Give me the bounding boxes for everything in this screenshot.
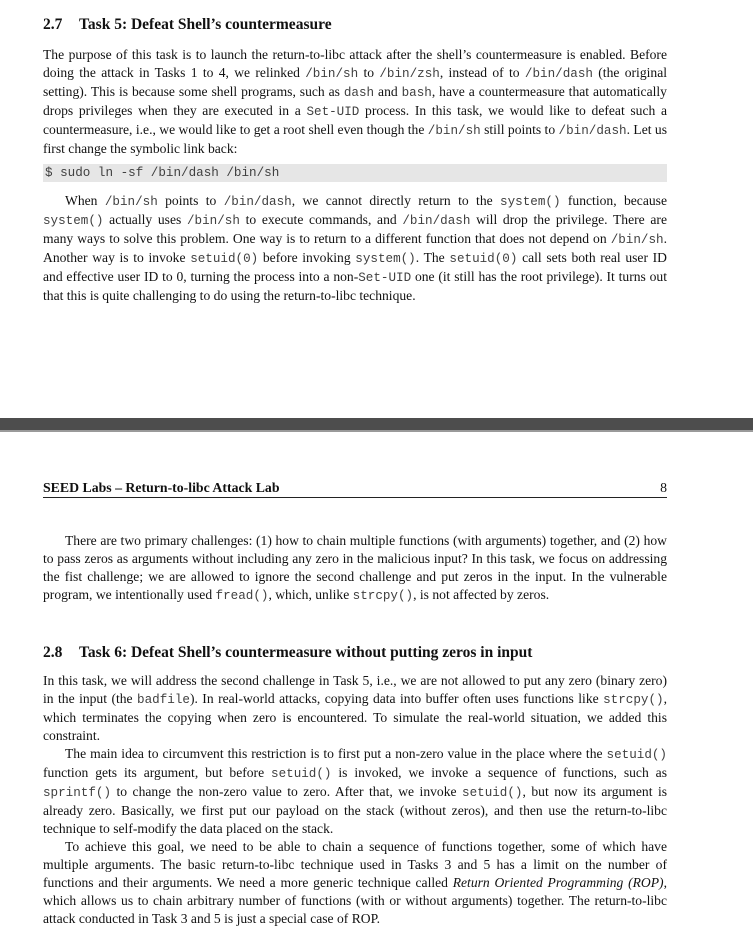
inline-code: setuid()	[462, 786, 523, 800]
section-heading-2-7	[43, 16, 332, 34]
paragraph-task6-body: In this task, we will address the second challenge in Task 5, i.e., we are not allowed to put any zero (binary zero) in the input (the badfile). In real-world attacks, copying data into buffer often uses functions like strcpy(), which terminates the copying when zero is encountered. To simulate the real-world situation, we added this constraint. The main idea to circumvent this restriction is to first put a non-zero value in the place where the setuid() function gets its argument, but before setuid() is invoked, we invoke a sequence of functions, such as sprintf() to change the non-zero value to zero. After that, we invoke setuid(), but now its argument is already zero. Basically, we first put our payload on the stack (without zeros), and then use the return-to-libc technique to self-modify the data placed on the stack. To achieve this goal, we need to be able to chain a sequence of functions together, some of which have multiple arguments. The basic return-to-libc technique used in Tasks 3 and 5 has a limit on the number of functions and their arguments. We need a more generic technique called Return Oriented Programming (ROP), which allows us to chain arbitrary number of functions (with or without arguments) together. The return-to-libc attack conducted in Task 3 and 5 is just a special case of ROP.	[43, 673, 668, 926]
inline-code: bash	[401, 86, 432, 100]
inline-code: /bin/dash	[402, 214, 471, 228]
inline-code: Set-UID	[358, 271, 412, 285]
inline-code: dash	[343, 86, 375, 100]
inline-code: system()	[500, 195, 561, 209]
section-title: Task 6: Defeat Shell’s countermeasure without putting zeros in input	[79, 644, 533, 661]
inline-code: strcpy()	[352, 589, 414, 603]
inline-code: fread()	[215, 589, 269, 603]
emphasis-rop: Return Oriented Programming (ROP)	[452, 875, 664, 890]
inline-code: system()	[43, 214, 104, 228]
inline-code: /bin/dash	[558, 124, 627, 138]
inline-code: /bin/sh	[104, 195, 158, 209]
inline-code: strcpy()	[603, 693, 664, 707]
section-heading-2-8	[43, 644, 532, 662]
inline-code: /bin/sh	[305, 67, 359, 81]
inline-code: /bin/sh	[186, 214, 240, 228]
inline-code: setuid(0)	[449, 252, 518, 266]
inline-code: sprintf()	[43, 786, 112, 800]
inline-code: system()	[355, 252, 416, 266]
inline-code: setuid()	[606, 748, 667, 762]
inline-code: setuid(0)	[190, 252, 259, 266]
section-title: Task 5: Defeat Shell’s countermeasure	[79, 16, 332, 33]
running-header	[43, 480, 667, 498]
paragraph-task5-problem: When /bin/sh points to /bin/dash, we cannot directly return to the system() function, because system() actually uses /bin/sh to execute commands, and /bin/dash will drop the privilege. There are many ways to solve this problem. One way is to return to a different function that does not depend on /bin/sh. Another way is to invoke setuid(0) before invoking system(). The setuid(0) call sets both real user ID and effective user ID to 0, turning the process into a non-Set-UID one (it still has the root privilege). It turns out that this is quite challenging to do using the return-to-libc technique.	[43, 193, 667, 303]
inline-code: /bin/dash	[524, 67, 593, 81]
inline-code: setuid()	[271, 767, 332, 781]
page-number: 8	[660, 480, 667, 495]
inline-code: /bin/dash	[223, 195, 292, 209]
inline-code: Set-UID	[306, 105, 360, 119]
running-header-title: SEED Labs – Return-to-libc Attack Lab	[43, 480, 280, 495]
document-page-top	[0, 0, 753, 418]
paragraph-challenges: There are two primary challenges: (1) how to chain multiple functions (with arguments) together, and (2) how to pass zeros as arguments without including any zero in the malicious input? In this task, we focus on addressing the fist challenge; we are allowed to ignore the second challenge and put zeros in the input. In the vulnerable program, we intentionally used fread(), which, unlike strcpy(), is not affected by zeros.	[43, 533, 667, 603]
inline-code: /bin/sh	[610, 233, 664, 247]
section-number: 2.7	[43, 16, 63, 33]
inline-code: /bin/zsh	[379, 67, 440, 81]
paragraph-task5-intro: The purpose of this task is to launch the return-to-libc attack after the shell’s countermeasure is enabled. Before doing the attack in Tasks 1 to 4, we relinked /bin/sh to /bin/zsh, instead of to /bin/dash (the original setting). This is because some shell programs, such as dash and bash, have a countermeasure that automatically drops privileges when they are executed in a Set-UID process. In this task, we would like to defeat such a countermeasure, i.e., we would like to get a root shell even though the /bin/sh still points to /bin/dash. Let us first change the symbolic link back:	[43, 47, 668, 156]
inline-code: badfile	[137, 693, 190, 707]
inline-code: /bin/sh	[427, 124, 481, 138]
shell-command: $ sudo ln -sf /bin/dash /bin/sh	[45, 166, 280, 180]
section-number: 2.8	[43, 644, 63, 661]
